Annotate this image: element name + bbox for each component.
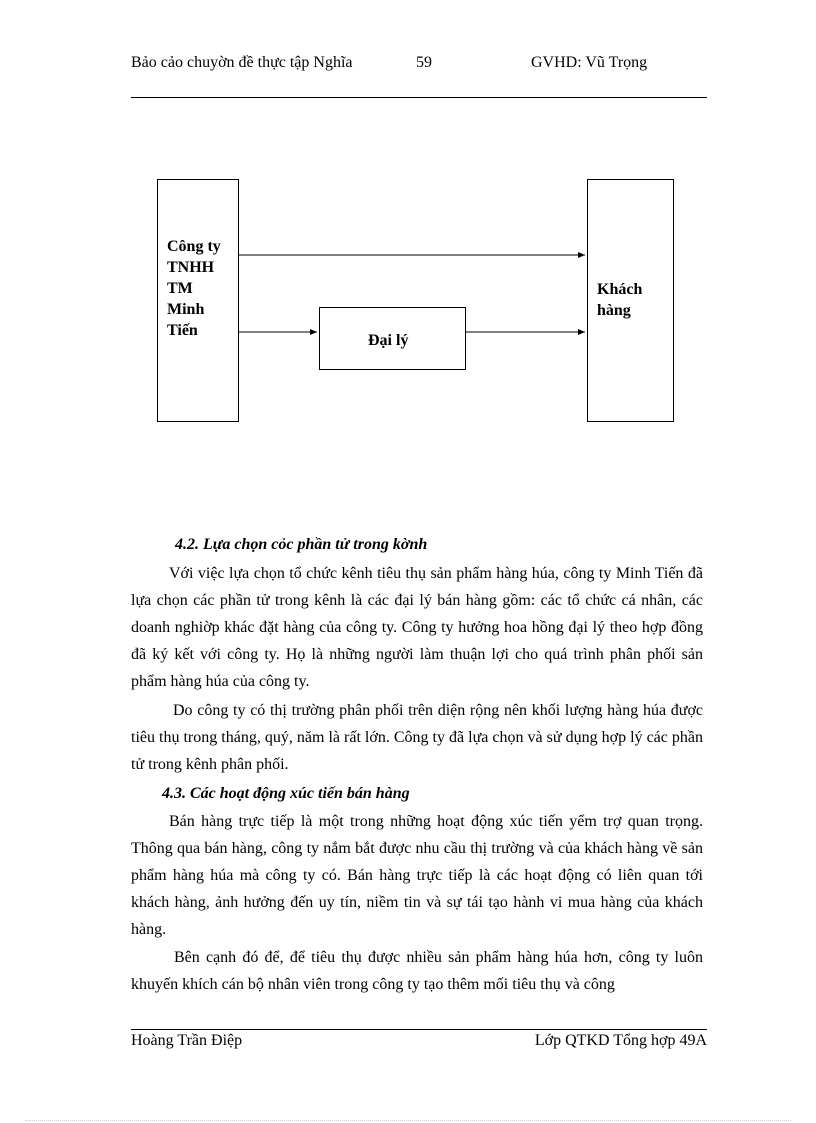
customer-box: [587, 179, 674, 422]
header-supervisor: GVHD: Vũ Trọng: [531, 54, 648, 71]
company-line: Tiến: [167, 322, 198, 339]
company-line: Minh: [167, 301, 205, 318]
header-title: Bảo cảo chuyờn đề thực tập Nghĩa: [131, 54, 353, 71]
section-4-3-paragraph-1: Bán hàng trực tiếp là một trong những hoạt động xúc tiến yểm trợ quan trọng. Thông qua bán hàng, công ty nắm bắt được nhu cầu thị trường và của khách hàng về sản phẩm hàng húa mà công ty có. Bán hàng trực tiếp là các hoạt động có liên quan tới khách hàng, ảnh hưởng đến uy tín, niềm tin và sự tái tạo hành vi mua hàng của khách hàng.: [131, 813, 703, 938]
section-4-2-title: 4.2. Lựa chọn cỏc phần tử trong kờnh: [175, 536, 428, 553]
footer-class: Lớp QTKD Tổng hợp 49A: [534, 1032, 707, 1049]
section-4-2-paragraph-1: Với việc lựa chọn tổ chức kênh tiêu thụ sản phẩm hàng húa, công ty Minh Tiến đã lựa chọn các phần tử trong kênh là các đại lý bán hàng gồm: các tổ chức cá nhân, các doanh nghiờp khác đặt hàng của công ty. Công ty hưởng hoa hồng đại lý theo hợp đồng đã ký kết với công ty. Họ là những người làm thuận lợi cho quá trình phân phối sản phẩm hàng húa của công ty.: [131, 565, 703, 690]
company-line: TNHH: [167, 259, 215, 276]
company-line: TM: [167, 280, 193, 297]
customer-line: hàng: [597, 302, 631, 319]
company-box: [157, 179, 239, 422]
agent-box: [319, 307, 466, 370]
section-4-3-paragraph-2: Bên cạnh đó để, để tiêu thụ được nhiều sản phẩm hàng húa hơn, công ty luôn khuyến khích cán bộ nhân viên trong công ty tạo thêm mối tiêu thụ và công: [131, 949, 703, 993]
company-line: Công ty: [167, 238, 221, 255]
section-4-2-paragraph-2: Do công ty có thị trường phân phối trên diện rộng nên khối lượng hàng húa được tiêu thụ trong tháng, quý, năm là rất lớn. Công ty đã lựa chọn và sử dụng hợp lý các phần tử trong kênh phân phối.: [131, 702, 703, 773]
footer-author: Hoàng Trần Điệp: [131, 1032, 243, 1049]
page-number: 59: [416, 54, 432, 71]
customer-line: Khách: [597, 281, 643, 298]
footer-rule: [131, 1029, 707, 1030]
header-rule: [131, 97, 707, 98]
agent-label: Đại lý: [368, 332, 409, 349]
distribution-channel-diagram: [140, 170, 700, 440]
page-bottom-edge: [25, 1120, 791, 1121]
section-4-3-title: 4.3. Các hoạt động xúc tiến bán hàng: [162, 785, 410, 802]
